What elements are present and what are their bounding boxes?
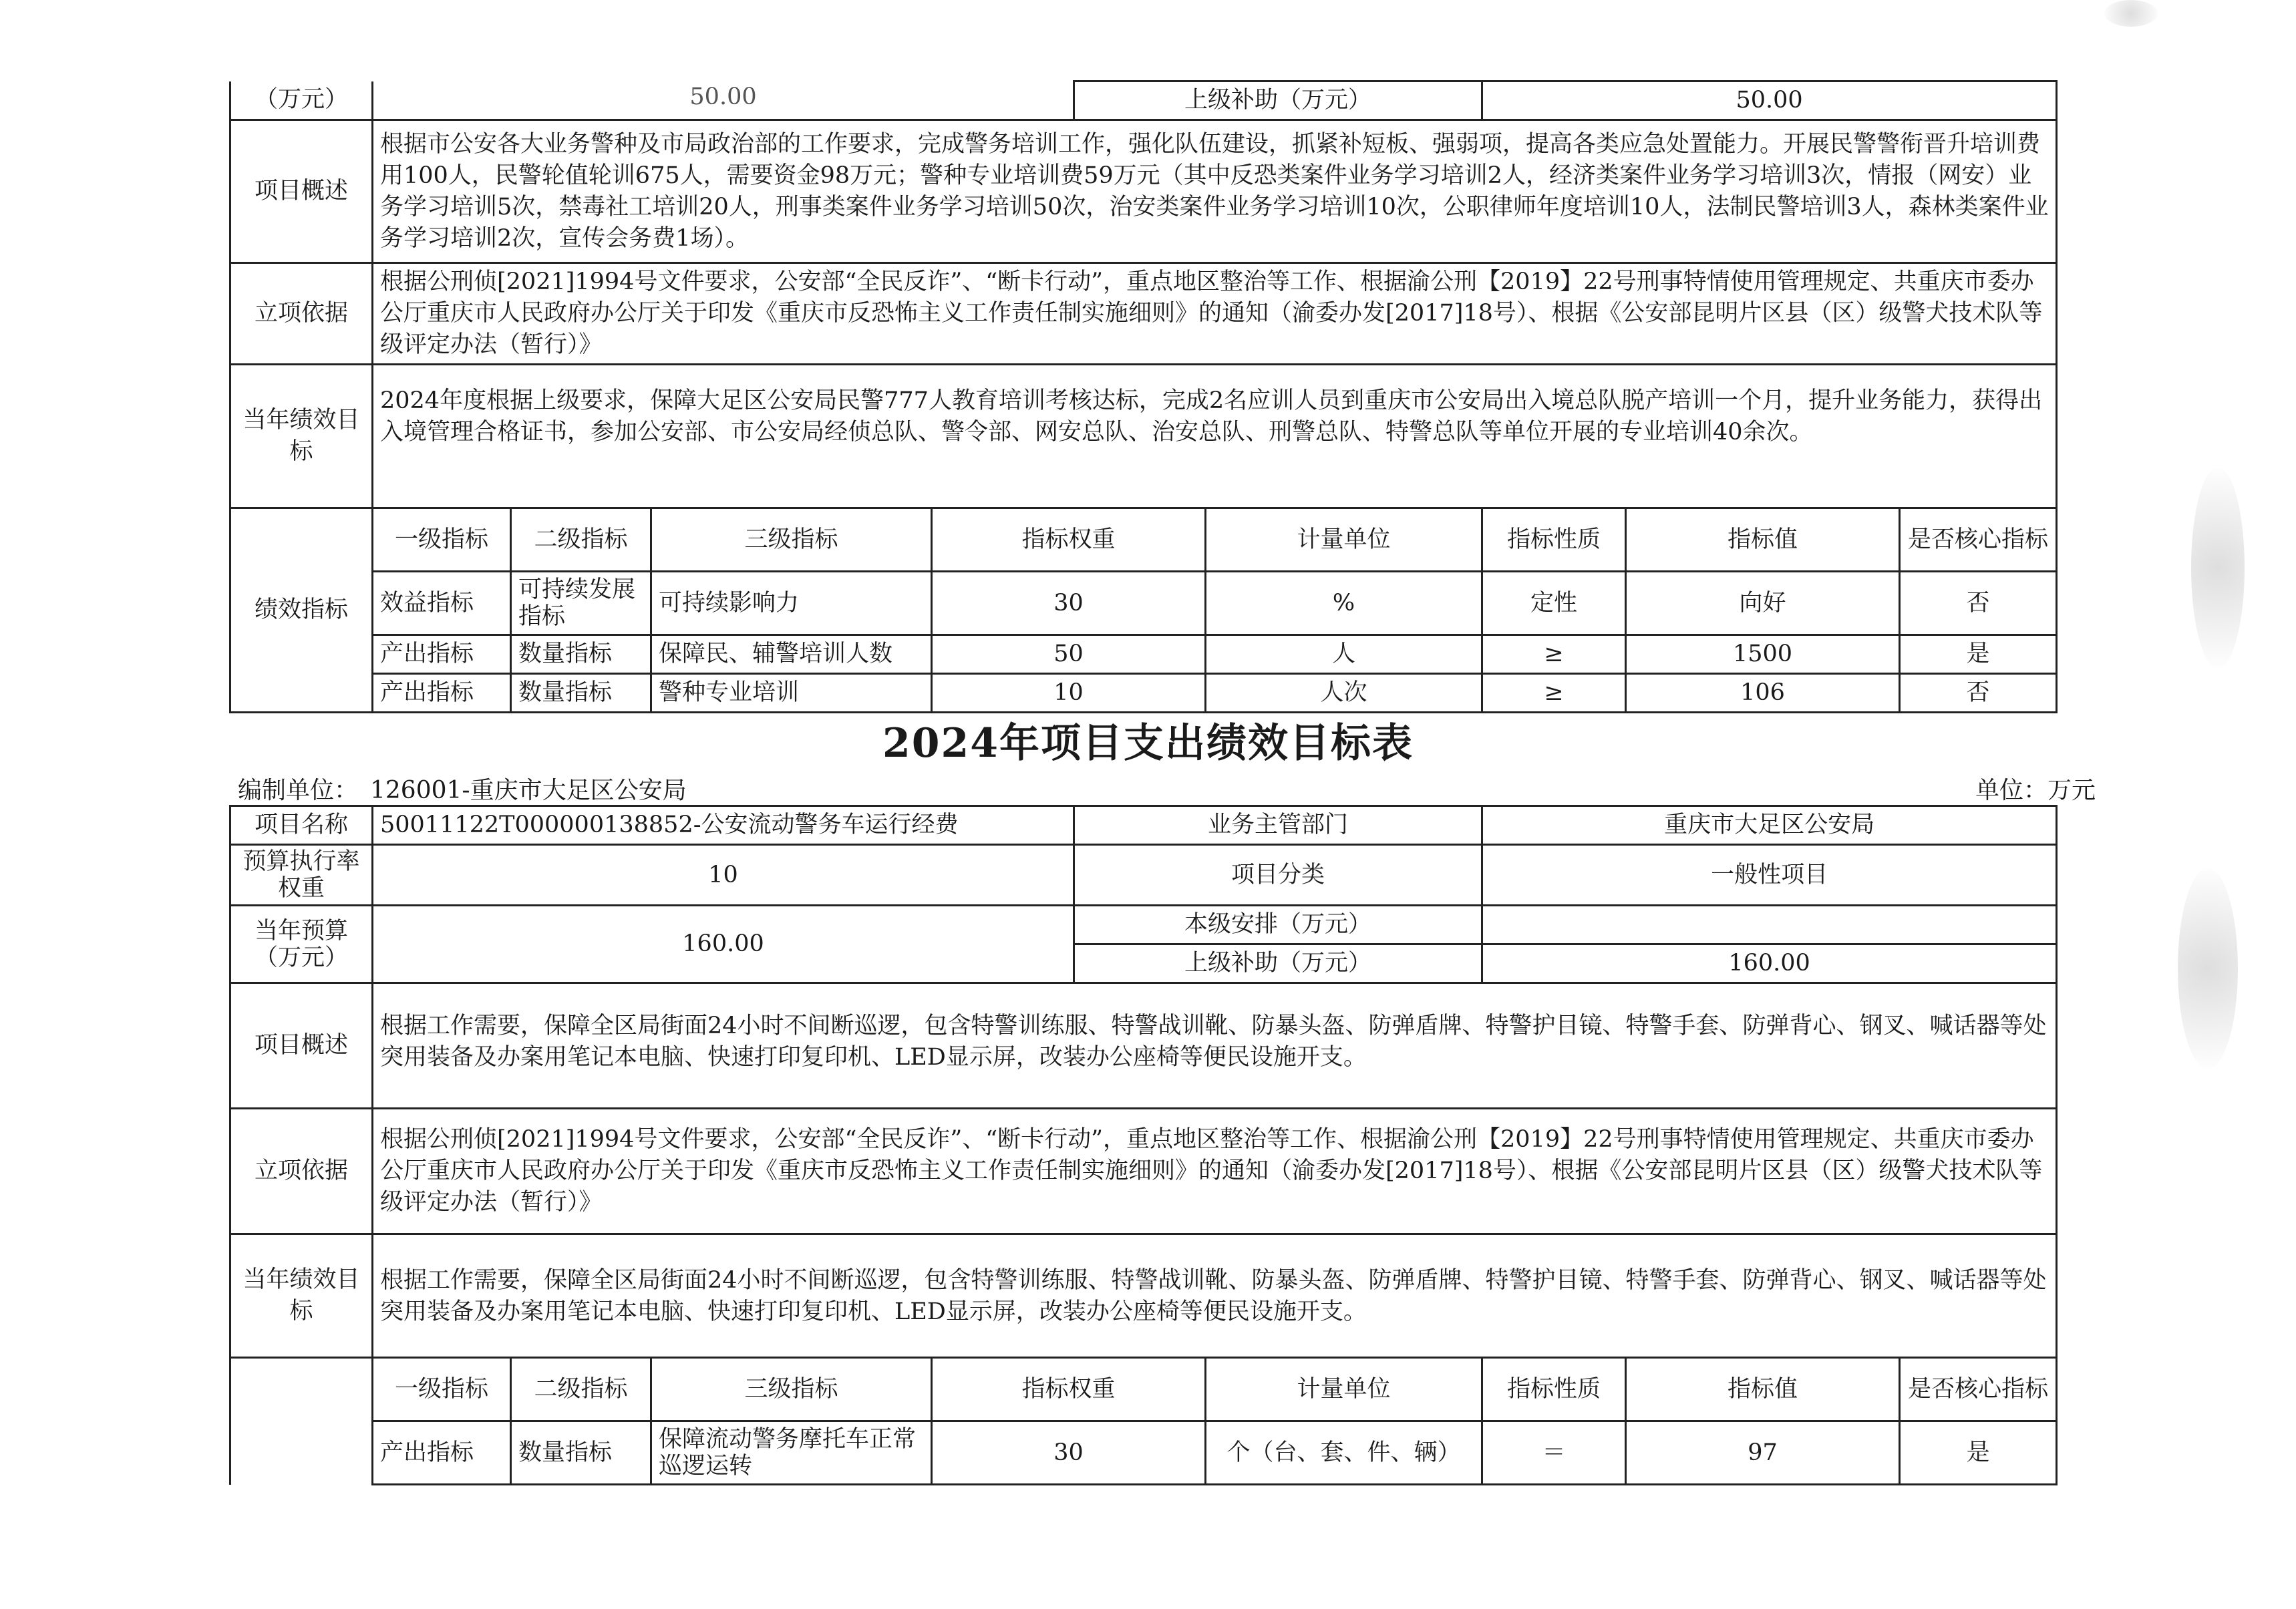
goal-text: 根据工作需要，保障全区局街面24小时不间断巡逻，包含特警训练服、特警战训靴、防暴头盔、防弹盾牌、特警护目镜、特警手套、防弹背心、钢叉、喊话器等处突用装备及办案用笔记本电脑、快速打印复印机、LED显示屏，改装办公座椅等便民设施开支。	[373, 1234, 2057, 1358]
dept-label: 业务主管部门	[1074, 806, 1482, 845]
row-cell: 可持续影响力	[651, 572, 932, 635]
superior-subsidy-value: 160.00	[1482, 944, 2057, 983]
budget-value: 160.00	[373, 906, 1074, 983]
header-cell: 计量单位	[1206, 1358, 1482, 1421]
row-cell: 50	[932, 635, 1206, 674]
header-cell: 三级指标	[651, 508, 932, 572]
goal-row	[230, 1234, 2057, 1358]
row-cell: 向好	[1626, 572, 1900, 635]
header-cell: 指标性质	[1482, 508, 1626, 572]
row-cell: 30	[932, 572, 1206, 635]
project-name-row	[230, 806, 2057, 845]
header-cell: 一级指标	[373, 508, 511, 572]
overview-label: 项目概述	[230, 983, 373, 1109]
row-cell: 1500	[1626, 635, 1900, 674]
header-cell: 指标值	[1626, 508, 1900, 572]
row-cell: 效益指标	[373, 572, 511, 635]
indicator-header-row	[230, 1358, 2057, 1421]
row-cell: 数量指标	[511, 635, 651, 674]
row-cell: 警种专业培训	[651, 674, 932, 713]
table-row	[230, 674, 2057, 713]
basis-text: 根据公刑侦[2021]1994号文件要求，公安部“全民反诈”、“断卡行动”，重点地区整治等工作、根据渝公刑【2019】22号刑事特情使用管理规定、共重庆市委办公厅重庆市人民政府办公厅关于印发《重庆市反恐怖主义工作责任制实施细则》的通知（渝委办发[2017]18号）、根据《公安部昆明片区县（区）级警犬技术队等级评定办法（暂行）》	[373, 263, 2057, 365]
row-cell: 人	[1206, 635, 1482, 674]
overview-row	[230, 983, 2057, 1109]
basis-label: 立项依据	[230, 1109, 373, 1234]
header-cell: 计量单位	[1206, 508, 1482, 572]
rate-value: 10	[373, 845, 1074, 906]
project-name-label: 项目名称	[230, 806, 373, 845]
compiling-unit: 编制单位： 126001-重庆市大足区公安局	[238, 777, 687, 804]
header-cell: 一级指标	[373, 1358, 511, 1421]
row-cell: 30	[932, 1421, 1206, 1485]
budget-row	[230, 906, 2057, 944]
header-cell: 指标权重	[932, 508, 1206, 572]
overview-text: 根据市公安各大业务警种及市局政治部的工作要求，完成警务培训工作，强化队伍建设，抓紧补短板、强弱项，提高各类应急处置能力。开展民警警衔晋升培训费用100人，民警轮值轮训675人，需要资金98万元；警种专业培训费59万元（其中反恐类案件业务学习培训2人，经济类案件业务学习培训3次，情报（网安）业务学习培训5次，禁毒社工培训20人，刑事类案件业务学习培训50次，治安类案件业务学习培训10次，公职律师年度培训10人，法制民警培训3人，森林类案件业务学习培训2次，宣传会务费1场）。	[373, 120, 2057, 263]
local-arrangement-value	[1482, 906, 2057, 944]
category-label: 项目分类	[1074, 845, 1482, 906]
basis-row	[230, 263, 2057, 365]
superior-subsidy-label: 上级补助（万元）	[1074, 81, 1482, 120]
row-cell: %	[1206, 572, 1482, 635]
budget-label: （万元）	[230, 81, 373, 120]
header-cell: 指标值	[1626, 1358, 1900, 1421]
row-cell: 10	[932, 674, 1206, 713]
page-title: 2024年项目支出绩效目标表	[882, 720, 1414, 767]
basis-text: 根据公刑侦[2021]1994号文件要求，公安部“全民反诈”、“断卡行动”，重点地区整治等工作、根据渝公刑【2019】22号刑事特情使用管理规定、共重庆市委办公厅重庆市人民政府办公厅关于印发《重庆市反恐怖主义工作责任制实施细则》的通知（渝委办发[2017]18号）、根据《公安部昆明片区县（区）级警犬技术队等级评定办法（暂行）》	[373, 1109, 2057, 1234]
goal-text: 2024年度根据上级要求，保障大足区公安局民警777人教育培训考核达标，完成2名应训人员到重庆市公安局出入境总队脱产培训一个月，提升业务能力，获得出入境管理合格证书，参加公安部、市公安局经侦总队、警令部、网安总队、治安总队、刑警总队、特警总队等单位开展的专业培训40余次。	[373, 365, 2057, 508]
budget-label: 当年预算（万元）	[230, 906, 373, 983]
superior-subsidy-label: 上级补助（万元）	[1074, 944, 1482, 983]
basis-row	[230, 1109, 2057, 1234]
row-cell: 产出指标	[373, 1421, 511, 1485]
row-cell: ≥	[1482, 674, 1626, 713]
budget-value: 50.00	[373, 81, 1074, 120]
row-cell: 保障流动警务摩托车正常巡逻运转	[651, 1421, 932, 1485]
budget-row	[230, 81, 2057, 120]
row-cell: 否	[1900, 572, 2057, 635]
header-cell: 指标性质	[1482, 1358, 1626, 1421]
overview-text: 根据工作需要，保障全区局街面24小时不间断巡逻，包含特警训练服、特警战训靴、防暴头盔、防弹盾牌、特警护目镜、特警手套、防弹背心、钢叉、喊话器等处突用装备及办案用笔记本电脑、快速打印复印机、LED显示屏，改装办公座椅等便民设施开支。	[373, 983, 2057, 1109]
category-value: 一般性项目	[1482, 845, 2057, 906]
row-cell: 106	[1626, 674, 1900, 713]
indicator-header-row	[230, 508, 2057, 572]
row-cell: 数量指标	[511, 1421, 651, 1485]
row-cell: 人次	[1206, 674, 1482, 713]
goal-label: 当年绩效目标	[230, 1234, 373, 1358]
row-cell: 保障民、辅警培训人数	[651, 635, 932, 674]
basis-label: 立项依据	[230, 263, 373, 365]
rate-row	[230, 845, 2057, 906]
indicator-label-empty	[230, 1358, 373, 1485]
row-cell: 是	[1900, 1421, 2057, 1485]
header-cell: 指标权重	[932, 1358, 1206, 1421]
goal-row	[230, 365, 2057, 508]
overview-row	[230, 120, 2057, 263]
rate-label: 预算执行率权重	[230, 845, 373, 906]
row-cell: 定性	[1482, 572, 1626, 635]
project-name-value: 50011122T000000138852-公安流动警务车运行经费	[373, 806, 1074, 845]
header-cell: 二级指标	[511, 1358, 651, 1421]
goal-label: 当年绩效目标	[230, 365, 373, 508]
unit-label: 单位：万元	[1975, 777, 2096, 804]
header-cell: 二级指标	[511, 508, 651, 572]
dept-value: 重庆市大足区公安局	[1482, 806, 2057, 845]
row-cell: 97	[1626, 1421, 1900, 1485]
row-cell: ≥	[1482, 635, 1626, 674]
table-row	[230, 635, 2057, 674]
table-row	[230, 1421, 2057, 1485]
performance-table-2	[229, 805, 2058, 1485]
header-cell: 是否核心指标	[1900, 1358, 2057, 1421]
performance-table-1	[229, 80, 2058, 713]
row-cell: 产出指标	[373, 635, 511, 674]
row-cell: 数量指标	[511, 674, 651, 713]
row-cell: 否	[1900, 674, 2057, 713]
scan-smudge	[2104, 0, 2158, 27]
header-cell: 三级指标	[651, 1358, 932, 1421]
row-cell: ＝	[1482, 1421, 1626, 1485]
superior-subsidy-value: 50.00	[1482, 81, 2057, 120]
overview-label: 项目概述	[230, 120, 373, 263]
scan-smudge	[2178, 868, 2238, 1069]
row-cell: 个（台、套、件、辆）	[1206, 1421, 1482, 1485]
indicator-label: 绩效指标	[230, 508, 373, 713]
row-cell: 是	[1900, 635, 2057, 674]
table-row	[230, 572, 2057, 635]
local-arrangement-label: 本级安排（万元）	[1074, 906, 1482, 944]
scan-smudge	[2191, 468, 2245, 668]
row-cell: 产出指标	[373, 674, 511, 713]
row-cell: 可持续发展指标	[511, 572, 651, 635]
header-cell: 是否核心指标	[1900, 508, 2057, 572]
